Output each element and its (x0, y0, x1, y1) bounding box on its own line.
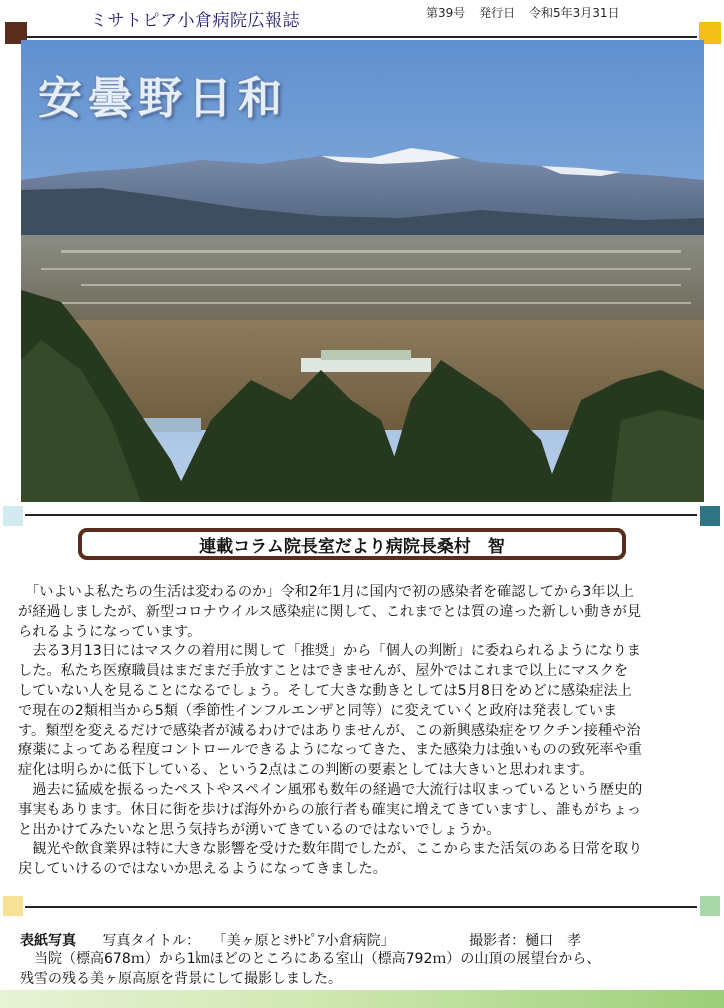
body-line: で現在の2類相当から5類（季節性インフルエンザと同等）に変えていくと政府は発表していま (18, 702, 618, 719)
issue-date: 令和5年3月31日 (528, 6, 620, 20)
body-line: が経過しましたが、新型コロナウイルス感染症に関して、これまでとは質の違った新しい動きが見 (18, 603, 642, 620)
top-divider (27, 36, 697, 38)
body-line: と出かけてみたいなと思う気持ちが湧いてきているのではないでしょうか。 (18, 821, 501, 838)
cover-title-art: 安曇野日和 (38, 73, 288, 124)
photo-title-label: 写真タイトル： (102, 933, 201, 949)
corner-square-mid-left (3, 506, 23, 526)
photographer: 撮影者：樋口 孝 (469, 933, 582, 949)
corner-square-bottom-left (3, 896, 23, 916)
column-header-box (78, 528, 626, 560)
bottom-divider (25, 906, 697, 908)
body-line: 「いよいよ私たちの生活は変わるのか」令和2年1月に国内で初の感染者を確認してから3年以上 (18, 584, 634, 600)
cover-photo-label: 表紙写真 (20, 933, 76, 949)
middle-divider (25, 514, 697, 516)
bottom-decorative-band (0, 990, 724, 1008)
author-title: 病院長 (385, 536, 437, 557)
body-line: 事実もあります。休日に街を歩けば海外からの旅行者も確実に増えてきていますし、誰もがちょっ (18, 801, 642, 818)
body-line: 観光や飲食業界は特に大きな影響を受けた数年間でしたが、ここからまた活気のある日常を取り (18, 841, 643, 858)
body-line: した。私たち医療職員はまだまだ手放すことはできませんが、屋外ではこれまで以上にマスクを (18, 663, 629, 680)
issue-info (426, 4, 630, 21)
corner-square-bottom-right (700, 896, 720, 916)
column-body (18, 583, 698, 880)
description-line: 残雪の残る美ヶ原高原を背景にして撮影しました。 (20, 970, 342, 987)
issue-date-label: 発行日 (479, 6, 516, 20)
body-line: 去る3月13日にはマスクの着用に関して「推奨」から「個人の判断」に委ねられるようになりま (18, 643, 641, 660)
body-line: 過去に猛威を振るったペストやスペイン風邪も数年の経過で大流行は収まっているという歴史的 (18, 781, 643, 798)
description-line: 当院（標高678ｍ）から1㎞ほどのところにある室山（標高792ｍ）の山頂の展望台から、 (20, 951, 601, 967)
author-name: 桑村 智 (436, 536, 505, 557)
cover-photo-info (20, 930, 581, 950)
column-series: 連載コラム (199, 536, 284, 557)
issue-number: 第39号 (426, 6, 466, 20)
photo-title: 「美ヶ原とﾐｻﾄﾋﾟｱ小倉病院」 (212, 933, 395, 949)
column-name: 院長室だより (283, 536, 386, 557)
cover-photo-description (20, 950, 710, 989)
body-line: られるようになっています。 (18, 623, 202, 640)
body-line: していない人を見ることになるでしょう。そして大きな動きとしては5月8日をめどに感染症法上 (18, 682, 632, 699)
body-line: 療薬によってある程度コントロールできるようになってきた、また感染力は強いものの致死率や重 (18, 742, 642, 759)
body-line: 戻していけるのではないか思えるようになってきました。 (18, 861, 387, 878)
body-line: す。類型を変えるだけで感染者が減るわけではありませんが、この新興感染症をワクチン接種や治 (18, 722, 641, 739)
body-line: 症化は明らかに低下している、という2点はこの判断の要素としては大きいと思われます。 (18, 762, 594, 779)
publication-name: ミサトピア小倉病院広報誌 (90, 11, 300, 31)
corner-square-mid-right (700, 506, 720, 526)
